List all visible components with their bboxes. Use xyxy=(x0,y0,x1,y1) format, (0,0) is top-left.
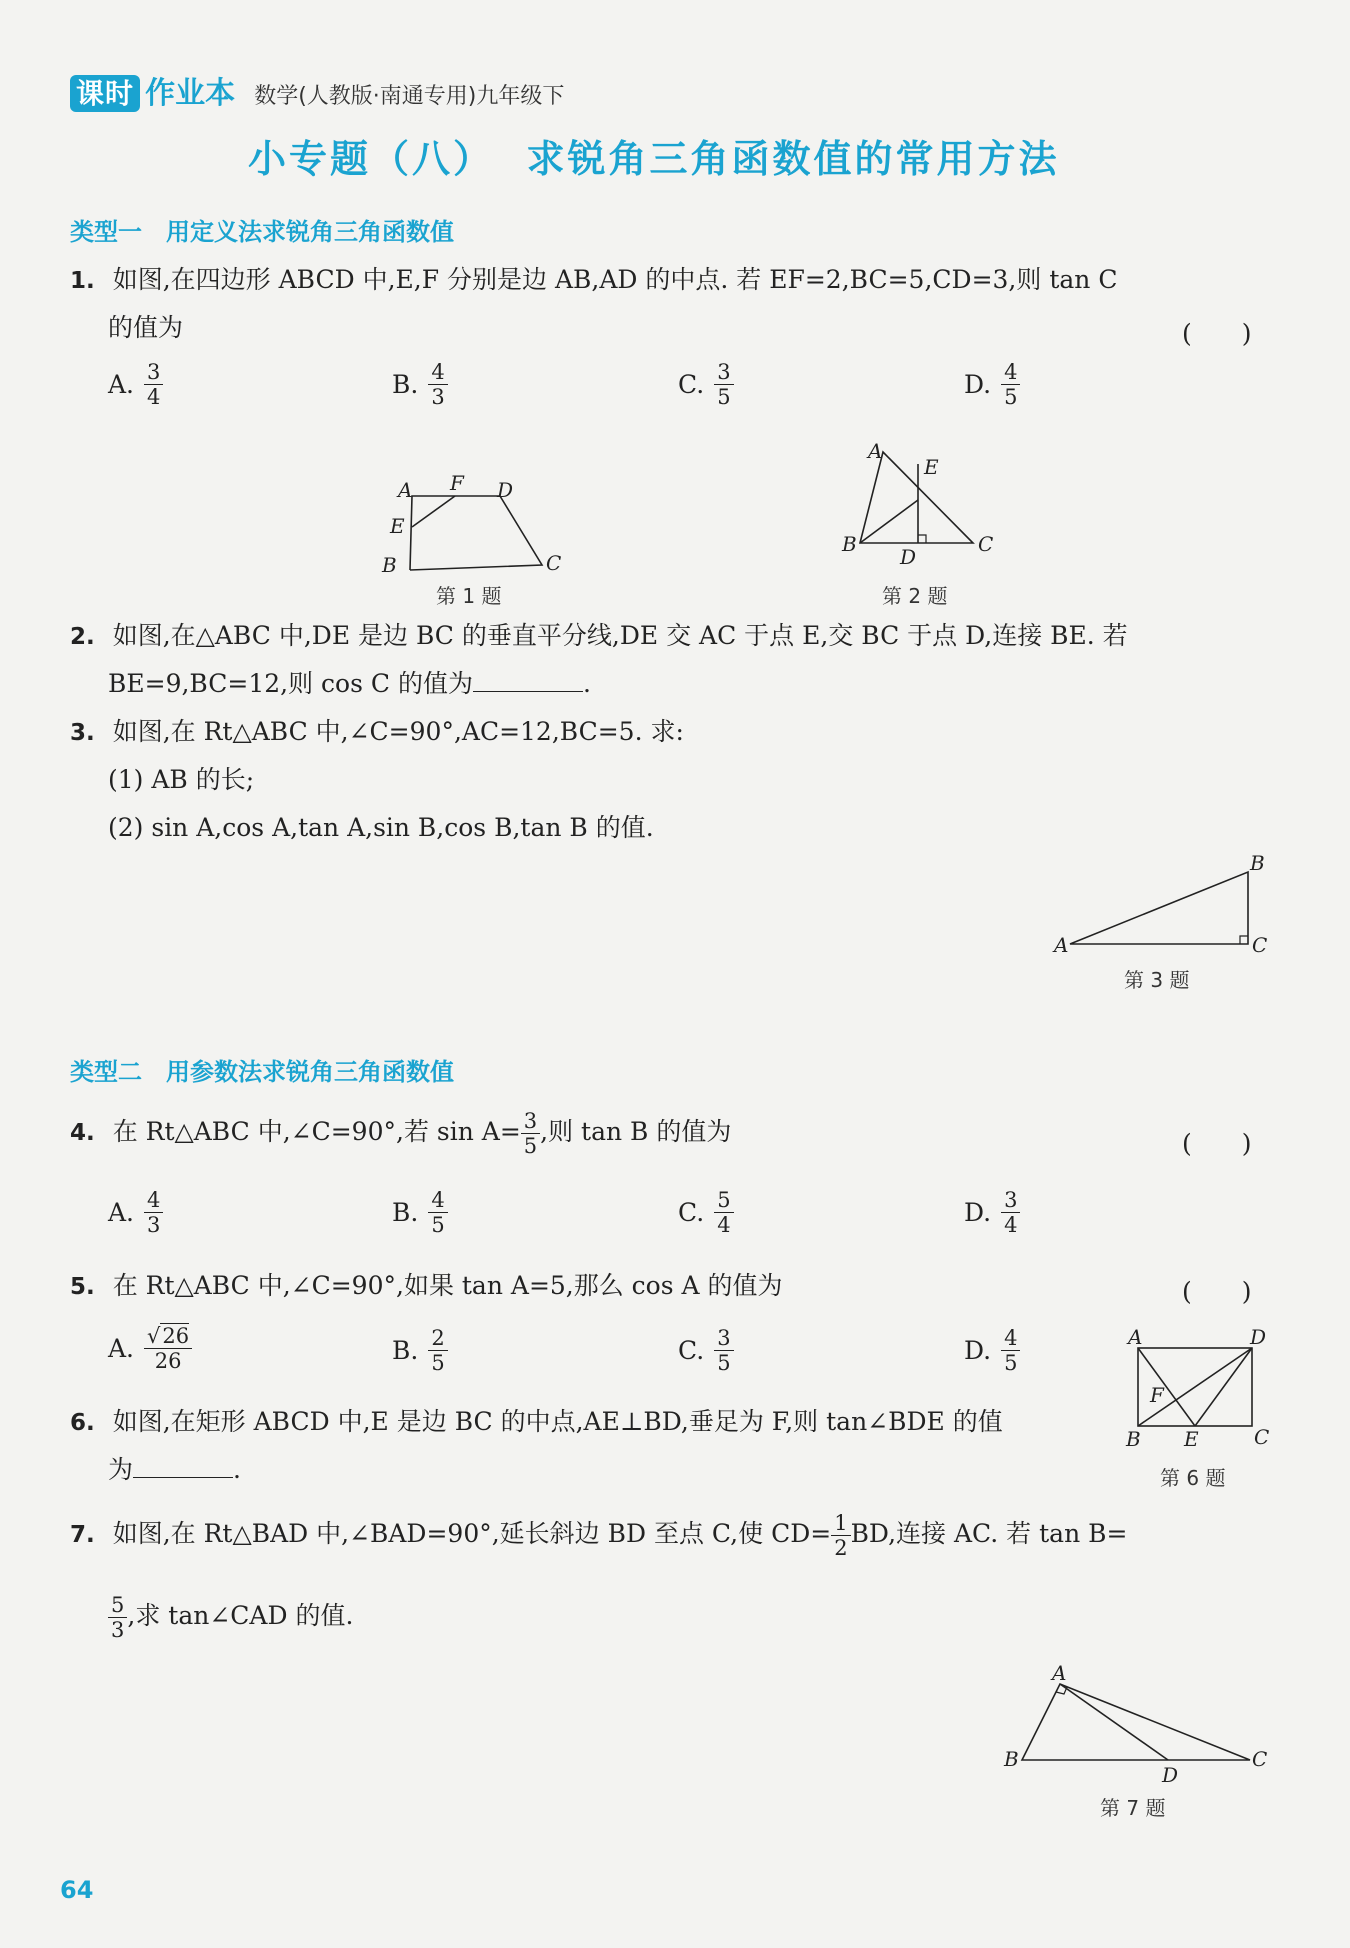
svg-text:B: B xyxy=(1250,851,1265,875)
svg-text:C: C xyxy=(546,551,562,575)
answer-parentheses: ( ) xyxy=(1182,319,1252,348)
question-number: 7. xyxy=(70,1522,95,1548)
question-6: 6. 如图,在矩形 ABCD 中,E 是边 BC 的中点,AE⊥BD,垂足为 F,则 tan∠BDE 的值 xyxy=(70,1407,1003,1436)
figure-6-caption: 第 6 题 xyxy=(1160,1466,1226,1490)
svg-text:C: C xyxy=(1252,1747,1268,1771)
figure-3-right-triangle xyxy=(1050,850,1280,960)
question-3 xyxy=(70,708,684,757)
question-text: 如图,在四边形 ABCD 中,E,F 分别是边 AB,AD 的中点. 若 EF=2,BC=5,CD=3,则 tan C xyxy=(112,265,1118,294)
option-b: B. $\frac{2}{5}$ xyxy=(392,1326,448,1375)
question-5: 5. 在 Rt△ABC 中,∠C=90°,如果 tan A=5,那么 cos A 的值为 xyxy=(70,1271,783,1300)
section-heading-1: 类型一 用定义法求锐角三角函数值 xyxy=(70,218,454,246)
answer-blank[interactable] xyxy=(473,669,583,692)
question-7: 7. 如图,在 Rt△BAD 中,∠BAD=90°,延长斜边 BD 至点 C,使 CD= $\frac{1}{2}$ BD,连接 AC. 若 tan B= xyxy=(70,1511,1128,1560)
page-title: 小专题（八） 求锐角三角函数值的常用方法 xyxy=(248,136,1060,181)
figure-2-triangle xyxy=(838,440,1008,580)
svg-text:C: C xyxy=(1254,1425,1270,1446)
question-3-sub2: (2) sin A,cos A,tan A,sin B,cos B,tan B 的值. xyxy=(108,813,654,842)
figure-6-rectangle xyxy=(1120,1326,1280,1446)
option-a: A. $\frac{3}{4}$ xyxy=(108,360,163,409)
option-d: D. $\frac{4}{5}$ xyxy=(964,360,1020,409)
svg-text:E: E xyxy=(1184,1427,1199,1446)
question-number: 6. xyxy=(70,1410,95,1436)
question-text: 如图,在 Rt△ABC 中,∠C=90°,AC=12,BC=5. 求: xyxy=(112,717,684,746)
svg-text:B: B xyxy=(382,553,397,577)
svg-text:A: A xyxy=(1128,1326,1143,1349)
question-number: 3. xyxy=(70,720,95,746)
question-7-line2: $\frac{5}{3}$ ,求 tan∠CAD 的值. xyxy=(108,1592,353,1642)
option-c: C. $\frac{5}{4}$ xyxy=(678,1188,734,1237)
book-title: 作业本 xyxy=(145,76,236,111)
header xyxy=(70,68,564,112)
svg-text:F: F xyxy=(1150,1383,1164,1407)
svg-text:A: A xyxy=(1052,1662,1067,1685)
figure-3-caption: 第 3 题 xyxy=(1124,968,1190,992)
svg-text:D: D xyxy=(900,545,917,569)
question-number: 2. xyxy=(70,624,95,650)
option-c: C. $\frac{3}{5}$ xyxy=(678,1326,734,1375)
option-b: B. $\frac{4}{3}$ xyxy=(392,360,448,409)
figure-1-caption: 第 1 题 xyxy=(436,584,502,608)
svg-text:F: F xyxy=(450,471,464,495)
question-number: 1. xyxy=(70,268,95,294)
svg-text:B: B xyxy=(842,532,857,556)
question-2 xyxy=(70,612,1128,661)
svg-text:D: D xyxy=(1250,1326,1267,1349)
page-number: 64 xyxy=(60,1876,94,1904)
question-3-sub1: (1) AB 的长; xyxy=(108,765,255,794)
book-subject: 数学(人教版·南通专用)九年级下 xyxy=(254,84,565,109)
answer-parentheses: ( ) xyxy=(1182,1277,1252,1306)
question-1 xyxy=(70,256,1117,305)
figure-7-caption: 第 7 题 xyxy=(1100,1796,1166,1820)
option-d: D. $\frac{4}{5}$ xyxy=(964,1326,1020,1375)
svg-text:D: D xyxy=(1162,1763,1179,1787)
figure-7-triangle xyxy=(1000,1662,1280,1792)
svg-text:A: A xyxy=(398,478,413,502)
svg-text:E: E xyxy=(390,514,405,538)
question-6-line2: 为 . xyxy=(108,1455,241,1484)
question-text: 如图,在△ABC 中,DE 是边 BC 的垂直平分线,DE 交 AC 于点 E,交 BC 于点 D,连接 BE. 若 xyxy=(112,621,1128,650)
svg-text:B: B xyxy=(1004,1747,1019,1771)
svg-text:B: B xyxy=(1126,1427,1141,1446)
question-number: 4. xyxy=(70,1120,95,1146)
section-heading-2: 类型二 用参数法求锐角三角函数值 xyxy=(70,1058,454,1086)
question-1-line2: 的值为 xyxy=(108,313,184,342)
option-a: A. $\frac{4}{3}$ xyxy=(108,1188,163,1237)
figure-2-caption: 第 2 题 xyxy=(882,584,948,608)
question-number: 5. xyxy=(70,1274,95,1300)
svg-text:A: A xyxy=(1054,933,1069,957)
option-c: C. $\frac{3}{5}$ xyxy=(678,360,734,409)
svg-text:C: C xyxy=(1252,933,1268,957)
svg-text:D: D xyxy=(497,478,514,502)
answer-parentheses: ( ) xyxy=(1182,1129,1252,1158)
series-logo: 课时 xyxy=(70,75,140,112)
question-4: 4. 在 Rt△ABC 中,∠C=90°,若 sin A= $\frac{3}{5}$ ,则 tan B 的值为 xyxy=(70,1109,732,1158)
option-a: A. $\frac{√26}{26}$ xyxy=(108,1324,192,1373)
answer-blank[interactable] xyxy=(133,1455,233,1478)
svg-text:E: E xyxy=(924,455,939,479)
question-2-line2: BE=9,BC=12,则 cos C 的值为 . xyxy=(108,669,591,698)
svg-text:A: A xyxy=(868,440,883,463)
option-b: B. $\frac{4}{5}$ xyxy=(392,1188,448,1237)
svg-text:C: C xyxy=(978,532,994,556)
option-d: D. $\frac{3}{4}$ xyxy=(964,1188,1020,1237)
